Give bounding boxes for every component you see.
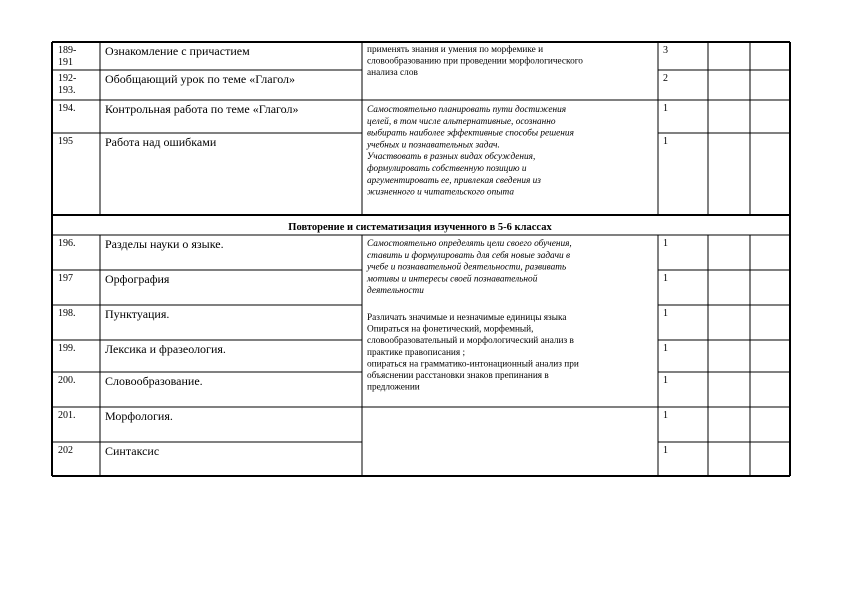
lesson-number-column	[58, 45, 76, 456]
outcome-text-line: Самостоятельно планировать пути достижения	[367, 105, 567, 115]
lesson-topic: Работа над ошибками	[105, 135, 217, 149]
lesson-number: 201.	[58, 410, 76, 421]
lesson-number: 200.	[58, 375, 76, 386]
lesson-number: 196.	[58, 238, 76, 249]
outcome-text-line: мотивы и интересы своей познавательной	[367, 274, 538, 285]
outcome-text-line: ставить и формулировать для себя новые задачи в	[367, 250, 571, 261]
lesson-topic: Словообразование.	[105, 374, 203, 388]
outcome-text-line: формулировать собственную позицию и	[367, 164, 527, 174]
outcome-text-line: учебных и познавательных задач.	[367, 140, 500, 151]
outcome-text-line: применять знания и умения по морфемике и	[367, 45, 544, 55]
lesson-number: 195	[58, 136, 73, 147]
lesson-number: 202	[58, 445, 73, 456]
lesson-topic: Пунктуация.	[105, 307, 170, 321]
lesson-number: 197	[58, 273, 73, 284]
outcome-text-line: предложении	[367, 382, 420, 393]
lesson-topic: Лексика и фразеология.	[105, 342, 226, 356]
lesson-topic: Разделы науки о языке.	[105, 237, 224, 251]
outcome-text-line: Самостоятельно определять цели своего обучения,	[367, 239, 572, 249]
outcome-text-line: опираться на грамматико-интонационный анализ при	[367, 359, 579, 370]
outcome-text-line: деятельности	[367, 286, 424, 297]
outcome-text-line: аргументировать ее, привлекая сведения из	[367, 175, 541, 186]
lesson-hours: 1	[663, 273, 668, 284]
outcome-text-line: жизненного и читательского опыта	[367, 187, 514, 198]
learning-outcomes-column	[366, 44, 583, 393]
lesson-hours: 2	[663, 73, 668, 84]
outcome-text-line: словообразованию при проведении морфологического	[367, 56, 583, 67]
outcome-text-line: Различать значимые и незначимые единицы языка	[367, 313, 567, 323]
lesson-hours: 3	[663, 45, 668, 56]
lesson-hours: 1	[663, 238, 668, 249]
section-heading: Повторение и систематизация изученного в 5-6 классах	[288, 222, 552, 233]
outcome-text-line: словообразовательный и морфологический анализ в	[367, 336, 574, 347]
lesson-topic: Контрольная работа по теме «Глагол»	[105, 102, 299, 116]
outcome-text-line: практике правописания ;	[367, 347, 466, 358]
outcome-text-line: целей, в том числе альтернативные, осознанно	[367, 116, 556, 127]
outcome-text-line: учебе и познавательной деятельности, развивать	[367, 262, 567, 273]
lesson-hours: 1	[663, 103, 668, 114]
lesson-topic-column	[105, 44, 299, 458]
lesson-number: 199.	[58, 343, 76, 354]
lesson-topic: Орфография	[105, 272, 170, 286]
hours-column	[663, 45, 668, 456]
lesson-hours: 1	[663, 445, 668, 456]
lesson-number: 189-	[58, 45, 77, 56]
lesson-number: 191	[58, 57, 73, 68]
outcome-text-line: выбирать наиболее эффективные способы решения	[367, 128, 574, 139]
lesson-topic: Морфология.	[105, 409, 173, 423]
lesson-number: 194.	[58, 103, 76, 114]
lesson-topic: Ознакомление с причастием	[105, 44, 250, 58]
lesson-topic: Обобщающий урок по теме «Глагол»	[105, 72, 296, 86]
lesson-hours: 1	[663, 308, 668, 319]
outcome-text-line: объяснении расстановки знаков препинания в	[367, 371, 549, 381]
outcome-text-line: анализа слов	[367, 68, 418, 78]
outcome-text-line: Участвовать в разных видах обсуждения,	[367, 152, 536, 163]
lesson-hours: 1	[663, 343, 668, 354]
lesson-hours: 1	[663, 136, 668, 147]
outcome-text-line: Опираться на фонетический, морфемный,	[367, 324, 534, 335]
lesson-number: 192-	[58, 73, 77, 84]
lesson-number: 193.	[58, 85, 76, 96]
lesson-hours: 1	[663, 375, 668, 386]
lesson-topic: Синтаксис	[105, 444, 160, 458]
lesson-number: 198.	[58, 308, 76, 319]
lesson-hours: 1	[663, 410, 668, 421]
